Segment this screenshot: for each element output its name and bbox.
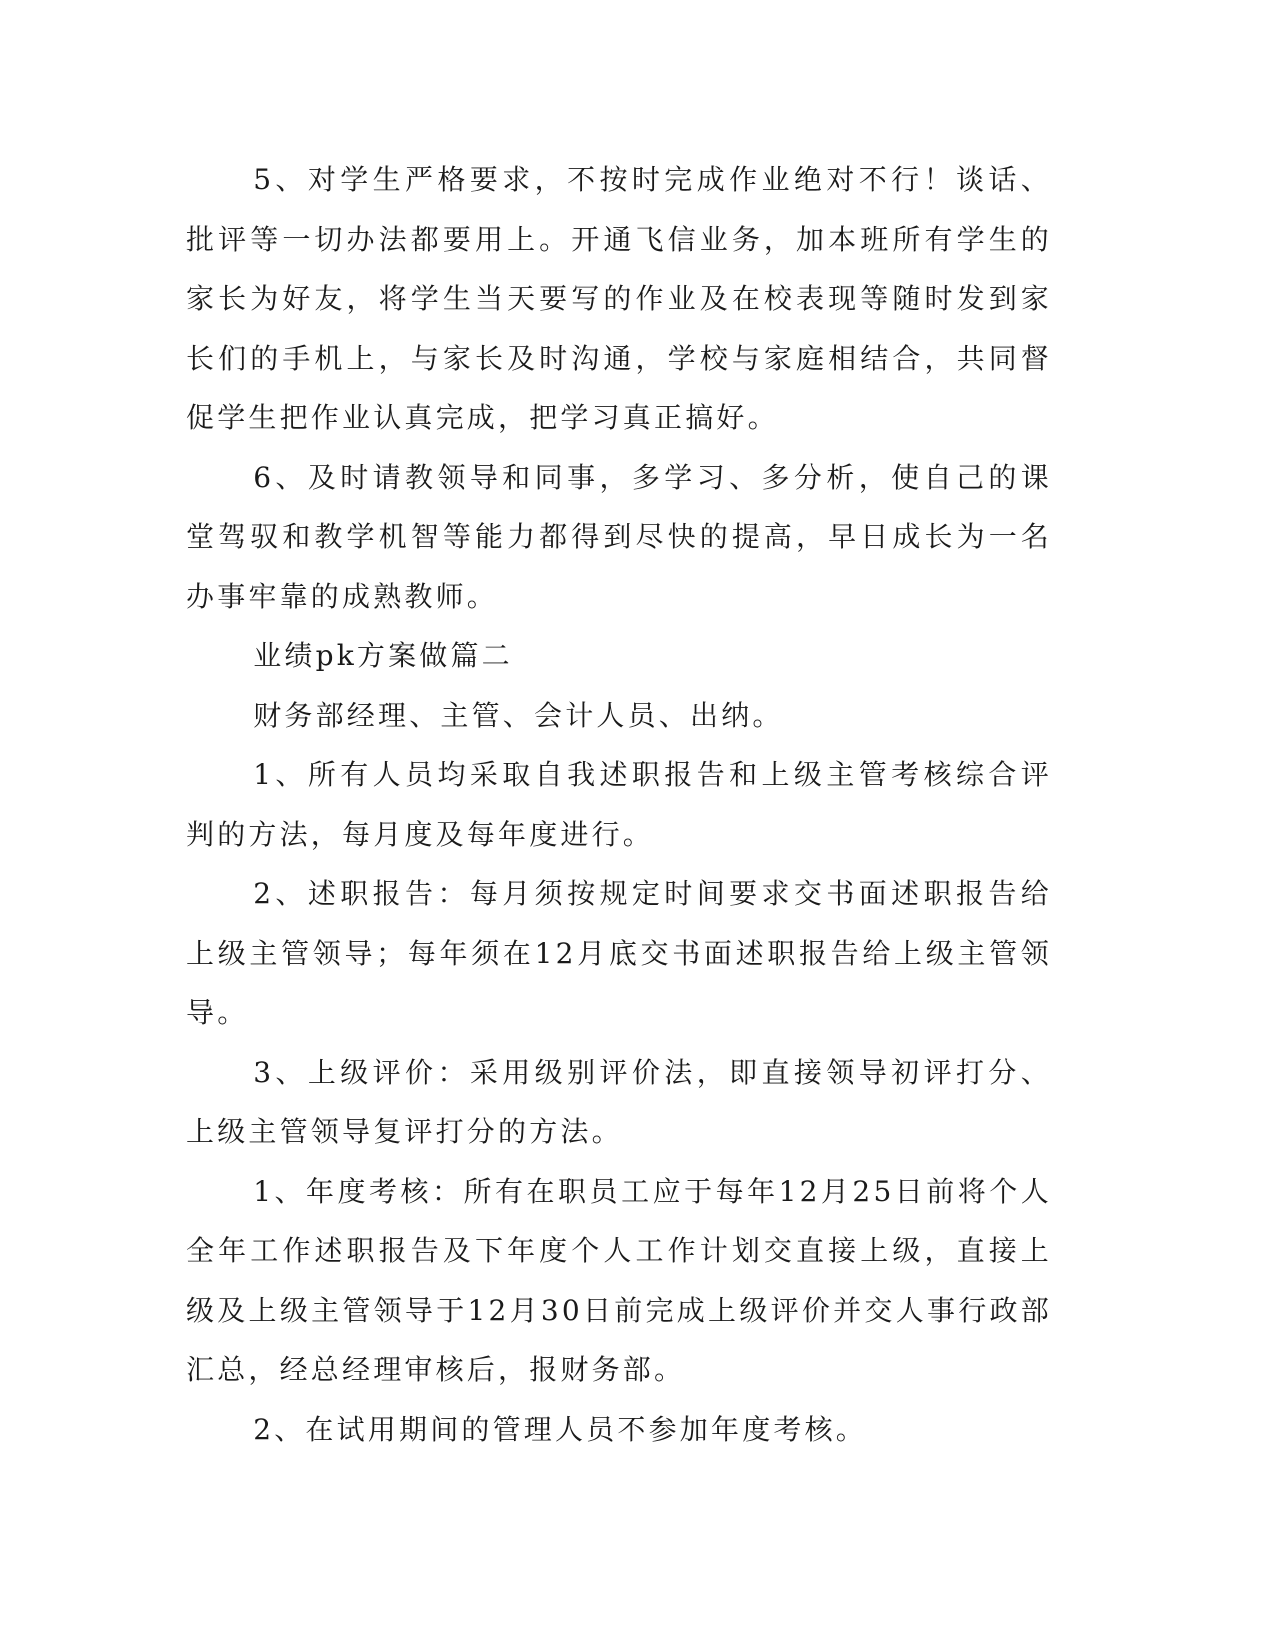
paragraph-item-1-annual-review: 1、年度考核：所有在职员工应于每年12月25日前将个人全年工作述职报告及下年度个人工作计划交直接上级，直接上级及上级主管领导于12月30日前完成上级评价并交人事行政部汇总，经总经理审核后，报财务部。 <box>186 1174 1052 1386</box>
paragraph-item-6-learning: 6、及时请教领导和同事，多学习、多分析，使自己的课堂驾驭和教学机智等能力都得到尽快的提高，早日成长为一名办事牢靠的成熟教师。 <box>186 460 1052 613</box>
paragraph-item-5-requirements: 5、对学生严格要求，不按时完成作业绝对不行！谈话、批评等一切办法都要用上。开通飞信业务，加本班所有学生的家长为好友，将学生当天要写的作业及在校表现等随时发到家长们的手机上，与家长及时沟通，学校与家庭相结合，共同督促学生把作业认真完成，把学习真正搞好。 <box>186 163 1052 434</box>
paragraph-item-2-report: 2、述职报告：每月须按规定时间要求交书面述职报告给上级主管领导；每年须在12月底交书面述职报告给上级主管领导。 <box>186 877 1052 1029</box>
document-body <box>186 150 1052 1459</box>
section-heading: 业绩pk方案做篇二 <box>253 639 513 672</box>
paragraph-item-2-probation: 2、在试用期间的管理人员不参加年度考核。 <box>253 1412 868 1446</box>
paragraph-item-1-method: 1、所有人员均采取自我述职报告和上级主管考核综合评判的方法，每月度及每年度进行。 <box>186 758 1052 851</box>
paragraph-item-3-evaluation: 3、上级评价：采用级别评价法，即直接领导初评打分、上级主管领导复评打分的方法。 <box>186 1055 1052 1148</box>
paragraph-scope: 财务部经理、主管、会计人员、出纳。 <box>253 698 784 732</box>
